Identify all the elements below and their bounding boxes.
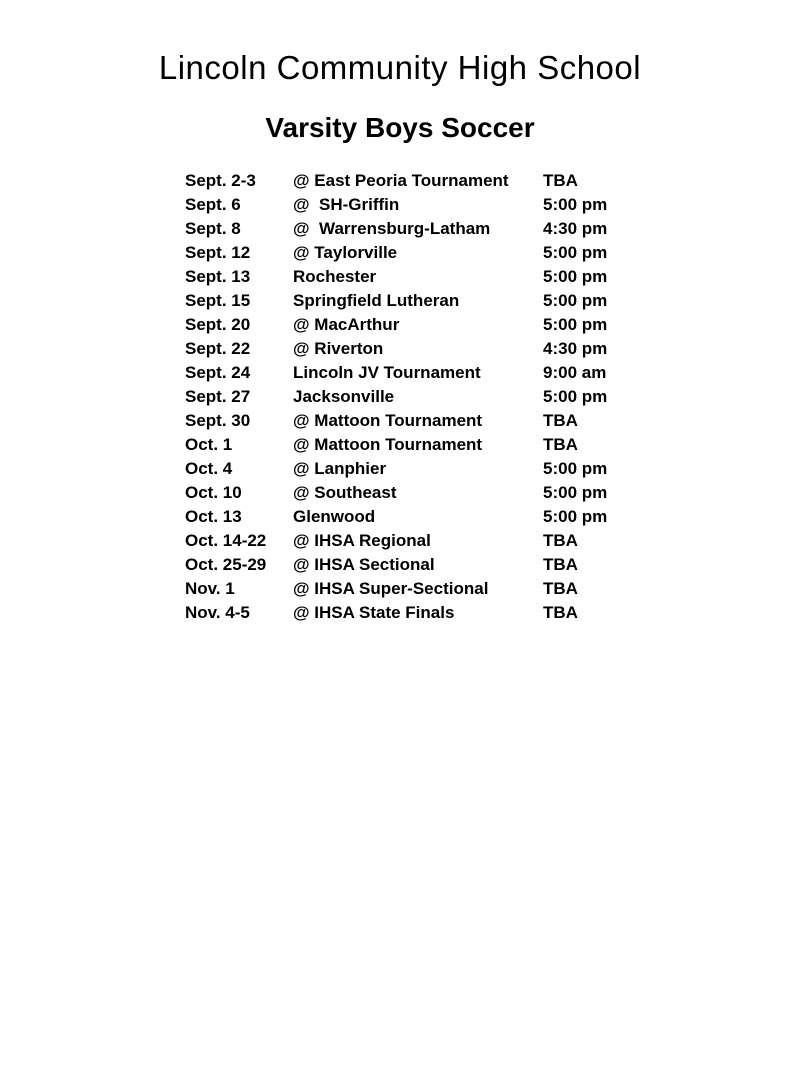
game-opponent: @ Lanphier — [293, 459, 387, 478]
game-opponent: Springfield Lutheran — [293, 291, 460, 310]
game-time: 5:00 pm — [543, 195, 608, 214]
schedule-row — [185, 337, 800, 361]
game-time: TBA — [543, 603, 578, 622]
game-date: Sept. 2-3 — [185, 171, 256, 190]
game-date: Sept. 20 — [185, 315, 251, 334]
schedule-row — [185, 313, 800, 337]
game-time: 5:00 pm — [543, 507, 608, 526]
game-date: Oct. 10 — [185, 483, 242, 502]
game-opponent: @ IHSA Regional — [293, 531, 431, 550]
game-opponent: Jacksonville — [293, 387, 395, 406]
game-date: Nov. 1 — [185, 579, 235, 598]
game-time: 5:00 pm — [543, 291, 608, 310]
schedule-row — [185, 505, 800, 529]
schedule-page — [0, 48, 800, 1072]
game-time: TBA — [543, 531, 578, 550]
game-opponent: Lincoln JV Tournament — [293, 363, 481, 382]
schedule-row — [185, 169, 800, 193]
page-title: Lincoln Community High School — [158, 49, 642, 86]
game-opponent: Glenwood — [293, 507, 376, 526]
game-opponent: @ East Peoria Tournament — [293, 171, 509, 190]
game-time: 9:00 am — [543, 363, 607, 382]
game-date: Sept. 27 — [185, 387, 251, 406]
game-time: TBA — [543, 435, 578, 454]
game-date: Sept. 12 — [185, 243, 251, 262]
game-time: TBA — [543, 171, 578, 190]
game-date: Oct. 1 — [185, 435, 233, 454]
schedule-row — [185, 433, 800, 457]
game-opponent: @ Mattoon Tournament — [293, 435, 483, 454]
game-time: 5:00 pm — [543, 243, 608, 262]
game-time: 5:00 pm — [543, 459, 608, 478]
game-date: Sept. 22 — [185, 339, 251, 358]
schedule-row — [185, 481, 800, 505]
schedule-row — [185, 193, 800, 217]
schedule-row — [185, 361, 800, 385]
game-date: Sept. 15 — [185, 291, 251, 310]
game-time: 5:00 pm — [543, 315, 608, 334]
game-date: Oct. 13 — [185, 507, 242, 526]
schedule-table — [185, 169, 800, 625]
schedule-row — [185, 529, 800, 553]
schedule-row — [185, 553, 800, 577]
schedule-row — [185, 265, 800, 289]
game-time: 5:00 pm — [543, 483, 608, 502]
game-time: TBA — [543, 411, 578, 430]
game-opponent: @ Riverton — [293, 339, 384, 358]
game-time: TBA — [543, 555, 578, 574]
game-time: 5:00 pm — [543, 267, 608, 286]
page-subtitle: Varsity Boys Soccer — [265, 112, 535, 143]
game-opponent: @ IHSA Super-Sectional — [293, 579, 489, 598]
game-date: Nov. 4-5 — [185, 603, 250, 622]
schedule-row — [185, 601, 800, 625]
game-date: Oct. 25-29 — [185, 555, 267, 574]
game-time: 4:30 pm — [543, 339, 608, 358]
game-date: Sept. 30 — [185, 411, 251, 430]
game-opponent: @ Warrensburg-Latham — [293, 219, 491, 238]
game-time: 5:00 pm — [543, 387, 608, 406]
game-opponent: @ MacArthur — [293, 315, 400, 334]
game-opponent: @ Taylorville — [293, 243, 398, 262]
game-date: Sept. 24 — [185, 363, 251, 382]
game-opponent: @ Southeast — [293, 483, 397, 502]
game-opponent: @ IHSA Sectional — [293, 555, 435, 574]
game-opponent: Rochester — [293, 267, 377, 286]
schedule-row — [185, 217, 800, 241]
game-date: Oct. 14-22 — [185, 531, 267, 550]
schedule-row — [185, 241, 800, 265]
game-time: TBA — [543, 579, 578, 598]
game-date: Sept. 6 — [185, 195, 241, 214]
game-opponent: @ IHSA State Finals — [293, 603, 455, 622]
schedule-row — [185, 457, 800, 481]
schedule-row — [185, 289, 800, 313]
game-time: 4:30 pm — [543, 219, 608, 238]
schedule-row — [185, 385, 800, 409]
schedule-row — [185, 409, 800, 433]
game-date: Sept. 8 — [185, 219, 241, 238]
game-opponent: @ SH-Griffin — [293, 195, 400, 214]
game-date: Oct. 4 — [185, 459, 233, 478]
game-date: Sept. 13 — [185, 267, 251, 286]
schedule-row — [185, 577, 800, 601]
game-opponent: @ Mattoon Tournament — [293, 411, 483, 430]
